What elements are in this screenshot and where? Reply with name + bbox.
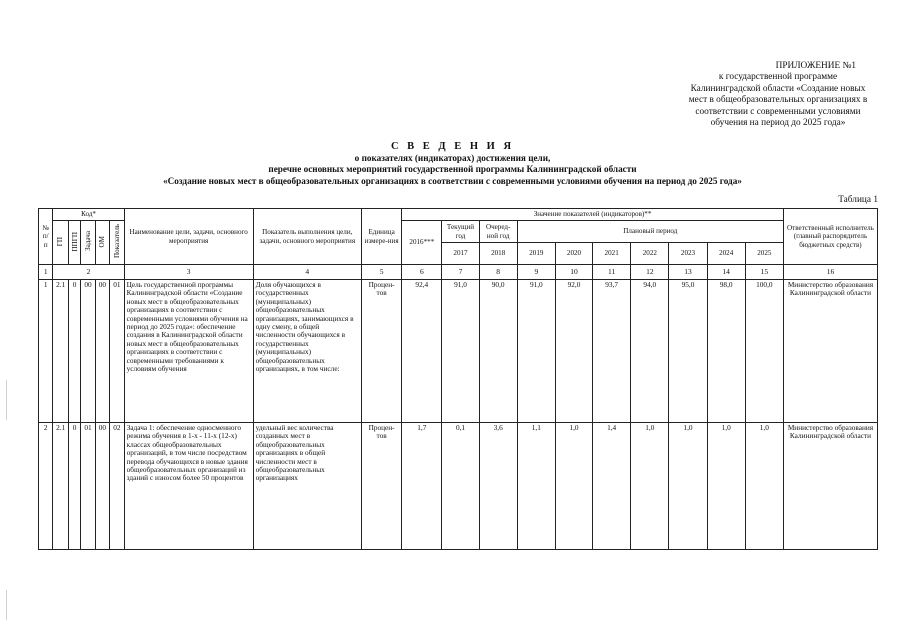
header-plan-period: Плановый период — [517, 221, 783, 243]
header-values: Значение показателей (индикаторов)** — [402, 209, 784, 221]
row-value: 1,0 — [555, 423, 592, 550]
header-code-task: Задача — [81, 221, 95, 265]
heading-line: перечне основных мероприятий государственной программы Калининградской области — [268, 164, 637, 174]
column-number: 16 — [783, 265, 877, 280]
appendix-title: ПРИЛОЖЕНИЕ №1 — [775, 61, 856, 71]
row-code: 0 — [68, 423, 80, 550]
column-number: 13 — [669, 265, 707, 280]
header-year: 2025 — [745, 243, 783, 265]
header-code-ppgp: ППГП — [68, 221, 80, 265]
row-value: 1,1 — [517, 423, 555, 550]
row-value: 94,0 — [631, 280, 669, 423]
row-executor: Министерство образования Калининградской области — [783, 280, 877, 423]
row-indicator: удельный вес количества созданных мест в общеобразовательных организациях в общей численности мест в общеобразовательных организациях — [253, 423, 361, 550]
row-code: 01 — [81, 423, 95, 550]
table-row — [39, 423, 878, 550]
table-row — [39, 280, 878, 423]
header-year: 2020 — [555, 243, 592, 265]
header-code-om: ОМ — [95, 221, 109, 265]
column-number: 6 — [402, 265, 442, 280]
scan-edge-mark — [6, 590, 7, 620]
header-2016: 2016*** — [402, 221, 442, 265]
column-number: 3 — [124, 265, 253, 280]
row-value: 98,0 — [707, 280, 745, 423]
row-code: 02 — [110, 423, 124, 550]
header-executor: Ответственный исполнитель (главный распорядитель бюджетных средств) — [783, 209, 877, 265]
row-code: 2.1 — [53, 423, 68, 550]
row-value: 91,0 — [517, 280, 555, 423]
header-name: Наименование цели, задачи, основного мероприятия — [124, 209, 253, 265]
row-code: 2.1 — [53, 280, 68, 423]
row-code: 00 — [81, 280, 95, 423]
row-value: 1,0 — [707, 423, 745, 550]
column-number: 12 — [631, 265, 669, 280]
row-value: 91,0 — [442, 280, 479, 423]
header-next-year: Очеред-ной год — [479, 221, 517, 243]
header-current-year: Текущий год — [442, 221, 479, 243]
row-value: 1,0 — [745, 423, 783, 550]
row-unit: Процен-тов — [361, 280, 401, 423]
column-number: 2 — [53, 265, 124, 280]
row-value: 1,0 — [631, 423, 669, 550]
appendix-block — [668, 61, 888, 129]
column-number: 1 — [39, 265, 53, 280]
column-number: 11 — [593, 265, 631, 280]
row-value: 0,1 — [442, 423, 479, 550]
column-number: 9 — [517, 265, 555, 280]
row-value: 92,4 — [402, 280, 442, 423]
column-number: 4 — [253, 265, 361, 280]
row-value: 1,7 — [402, 423, 442, 550]
header-num: № п/п — [39, 209, 53, 265]
row-value: 90,0 — [479, 280, 517, 423]
heading-line: «Создание новых мест в общеобразовательных организациях в соответствии с современными условиями обучения на период до 2025 года» — [163, 175, 742, 186]
row-num: 2 — [39, 423, 53, 550]
column-number: 5 — [361, 265, 401, 280]
appendix-line: Калининградской области «Создание новых — [690, 83, 866, 94]
appendix-line: соответствии с современными условиями — [695, 106, 861, 117]
header-indicator: Показатель выполнения цели, задачи, основного мероприятия — [253, 209, 361, 265]
header-code-indicator: Показатель — [110, 221, 124, 265]
column-number: 7 — [442, 265, 479, 280]
header-year: 2021 — [593, 243, 631, 265]
row-value: 93,7 — [593, 280, 631, 423]
row-code: 0 — [68, 280, 80, 423]
header-code: Код* — [53, 209, 124, 221]
row-value: 1,0 — [669, 423, 707, 550]
document-heading — [0, 141, 905, 187]
header-year: 2022 — [631, 243, 669, 265]
header-year: 2017 — [442, 243, 479, 265]
header-year: 2023 — [669, 243, 707, 265]
row-name: Задача 1: обеспечение односменного режима обучения в 1-х - 11-х (12-х) классах общеобразовательных организаций, в том числе посредством перевода обучающихся в новые здания общеобразовательных организаций из зданий с износом более 50 процентов — [124, 423, 253, 550]
row-value: 3,6 — [479, 423, 517, 550]
appendix-line: обучения на период до 2025 года» — [710, 118, 846, 129]
heading-title: С В Е Д Е Н И Я — [390, 141, 515, 152]
header-year: 2019 — [517, 243, 555, 265]
header-year: 2018 — [479, 243, 517, 265]
header-unit: Единица измере-ния — [361, 209, 401, 265]
row-num: 1 — [39, 280, 53, 423]
appendix-line: мест в общеобразовательных организациях в — [688, 95, 868, 106]
header-year: 2024 — [707, 243, 745, 265]
appendix-line: к государственной программе — [718, 72, 838, 83]
row-code: 00 — [95, 423, 109, 550]
row-value: 92,0 — [555, 280, 592, 423]
row-value: 100,0 — [745, 280, 783, 423]
row-executor: Министерство образования Калининградской области — [783, 423, 877, 550]
column-number: 10 — [555, 265, 592, 280]
column-number: 8 — [479, 265, 517, 280]
heading-line: о показателях (индикаторах) достижения цели, — [354, 152, 551, 163]
row-code: 00 — [95, 280, 109, 423]
row-value: 1,4 — [593, 423, 631, 550]
row-indicator: Доля обучающихся в государственных (муниципальных) общеобразовательных организациях, занимающихся в одну смену, в общей численности обучающихся в государственных (муниципальных) общеобразовательных организациях, в том числе: — [253, 280, 361, 423]
row-value: 95,0 — [669, 280, 707, 423]
scan-edge-mark — [6, 380, 7, 420]
column-number: 14 — [707, 265, 745, 280]
row-unit: Процен-тов — [361, 423, 401, 550]
row-code: 01 — [110, 280, 124, 423]
column-number: 15 — [745, 265, 783, 280]
row-name: Цель государственной программы Калининградской области «Создание новых мест в общеобразовательных организациях в соответствии с современными условиями обучения на период до 2025 года»: обеспечение создания в Калининградской области новых мест в общеобразовательных организациях в соответствии с современными требованиями к условиям обучения — [124, 280, 253, 423]
header-code-gp: ГП — [53, 221, 68, 265]
indicators-table — [38, 208, 878, 550]
table-label: Таблица 1 — [838, 195, 878, 205]
